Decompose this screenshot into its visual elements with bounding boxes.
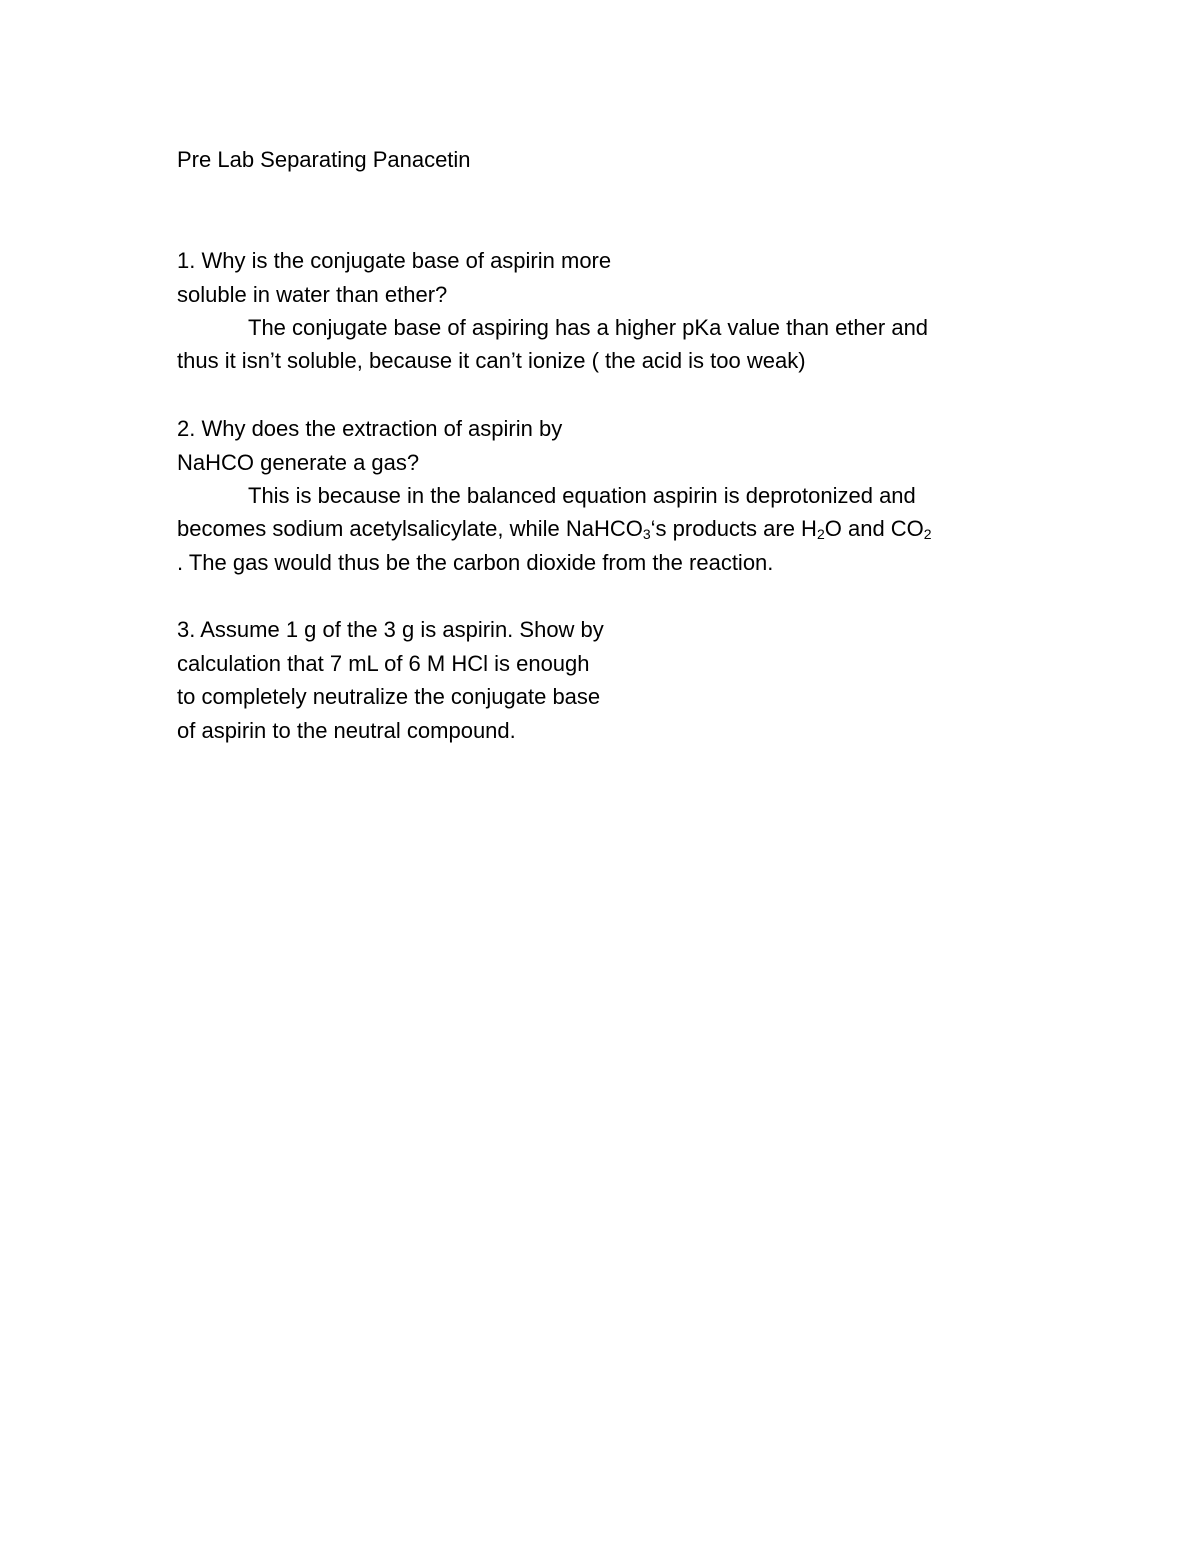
question-1-line-1: 1. Why is the conjugate base of aspirin more	[177, 248, 612, 273]
question-3-line-4: of aspirin to the neutral compound.	[177, 718, 516, 743]
page-title: Pre Lab Separating Panacetin	[177, 147, 471, 172]
subscript-2-h2o: 2	[816, 526, 825, 542]
answer-2-text-part-2: ‘s products are H	[650, 516, 817, 541]
question-2-line-2: NaHCO generate a gas?	[177, 450, 420, 475]
answer-1-line-2: thus it isn’t soluble, because it can’t ionize ( the acid is too weak)	[177, 348, 806, 373]
answer-2-line-3: . The gas would thus be the carbon dioxide from the reaction.	[177, 550, 774, 575]
question-3-line-1: 3. Assume 1 g of the 3 g is aspirin. Show by	[177, 617, 604, 642]
subscript-2-co2: 2	[923, 526, 932, 542]
answer-2-text-part-3: O and CO	[824, 516, 924, 541]
answer-2-line-1: This is because in the balanced equation aspirin is deprotonized and	[248, 483, 916, 508]
answer-2-text-part-1: becomes sodium acetylsalicylate, while NaHCO	[177, 516, 643, 541]
question-2-line-1: 2. Why does the extraction of aspirin by	[177, 416, 563, 441]
answer-1-line-1: The conjugate base of aspiring has a higher pKa value than ether and	[248, 315, 929, 340]
question-1-line-2: soluble in water than ether?	[177, 282, 448, 307]
answer-2-line-2	[177, 514, 932, 544]
question-3-line-2: calculation that 7 mL of 6 M HCl is enough	[177, 651, 590, 676]
subscript-3: 3	[642, 526, 651, 542]
question-3-line-3: to completely neutralize the conjugate base	[177, 684, 601, 709]
